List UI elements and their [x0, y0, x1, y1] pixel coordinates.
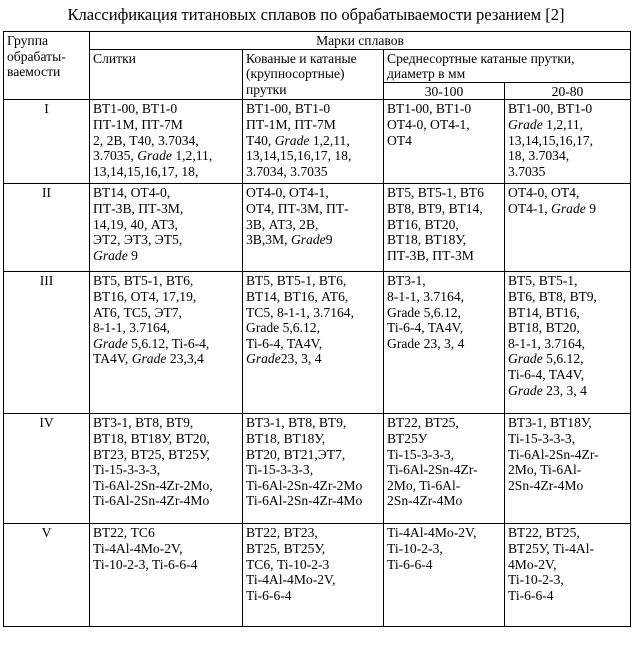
grade-cell [384, 272, 505, 414]
grade-line: ВТ14, ВТ16, АТ6, [246, 288, 349, 304]
header-group-line: обрабаты- [7, 48, 66, 64]
grade-line: Ti-6-4, TA4V, [508, 366, 585, 382]
grade-line: ВТ3-1, ВТ18У, [508, 415, 592, 431]
grade-line: Т40, Grade 1,2,11, [246, 132, 350, 148]
grade-line: 14,19, 40, АТ3, [93, 216, 178, 232]
grade-cell [505, 184, 631, 272]
grade-line: Ti-6-6-4 [387, 556, 433, 572]
grade-line: ОТ4-1, Grade 9 [508, 200, 596, 216]
grade-line: 2Mo, Ti-6Al- [387, 477, 461, 493]
grade-line: ВТ20, ВТ21,ЭТ7, [246, 446, 346, 462]
grade-line: Ti-4Al-4Mo-2V, [387, 525, 477, 541]
grade-line: Ti-15-3-3-3, [387, 446, 455, 462]
grade-line: ВТ22, ВТ25, [508, 525, 580, 541]
grade-line: ВТ1-00, ВТ1-0 [387, 101, 472, 117]
group-cell: I [4, 100, 90, 184]
header-rolled [384, 49, 631, 82]
grade-line: 3.7034, 3.7035 [246, 163, 328, 179]
grade-line: ТС5, 8-1-1, 3.7164, [246, 304, 354, 320]
grade-cell [90, 272, 243, 414]
table-row [4, 184, 631, 272]
grade-line: ВТ14, ОТ4-0, [93, 185, 171, 201]
grade-line: ВТ5, ВТ5-1, [508, 273, 578, 289]
grade-line: Ti-15-3-3-3, [508, 430, 576, 446]
grade-line: ОТ4 [387, 132, 412, 148]
grade-line: ВТ18, ВТ18У, ВТ20, [93, 430, 210, 446]
table-row [4, 100, 631, 184]
grade-line: Grade23, 3, 4 [246, 351, 322, 367]
grade-line: Ti-6Al-2Sn-4Zr-2Mo [246, 477, 363, 493]
grade-cell [505, 272, 631, 414]
grade-line: 2Mo, Ti-6Al- [508, 462, 582, 478]
table-row [4, 414, 631, 524]
grade-cell [90, 184, 243, 272]
grade-line: Grade 23, 3, 4 [387, 335, 465, 351]
grade-line: ВТ23, ВТ25, ВТ25У, [93, 446, 210, 462]
group-cell: III [4, 272, 90, 414]
grade-line: Grade 23, 3, 4 [508, 382, 587, 398]
grade-line: Ti-6Al-2Sn-4Zr- [387, 462, 478, 478]
grade-line: 8-1-1, 3.7164, [93, 320, 171, 336]
grade-line: 8-1-1, 3.7164, [508, 335, 586, 351]
grade-line: 2Sn-4Zr-4Mo [387, 493, 463, 509]
grade-line: Ti-6-6-4 [246, 587, 292, 603]
grade-line: Ti-10-2-3, [387, 540, 443, 556]
grade-line: ВТ1-00, ВТ1-0 [508, 101, 593, 117]
grade-line: ВТ1-00, ВТ1-0 [93, 101, 178, 117]
grade-line: ОТ4-0, ОТ4, [508, 185, 580, 201]
grade-line: ВТ25, ВТ25У, [246, 540, 326, 556]
grade-line: 18, 3.7034, [508, 148, 570, 164]
header-forged-line: (крупносортные) [246, 66, 345, 82]
grade-cell [90, 524, 243, 627]
grade-line: 2, 2В, Т40, 3.7034, [93, 132, 199, 148]
header-forged [243, 49, 384, 100]
grade-cell [505, 524, 631, 627]
grade-line: ПТ-3В, ПТ-3М, [93, 200, 184, 216]
grade-line: Grade 5,6.12, [508, 351, 584, 367]
grade-line: ВТ14, ВТ16, [508, 304, 580, 320]
grade-cell [384, 414, 505, 524]
grade-line: ОТ4-0, ОТ4-1, [387, 116, 470, 132]
grade-line: ВТ22, ТС6 [93, 525, 155, 541]
grade-line: ВТ5, ВТ5-1, ВТ6, [93, 273, 194, 289]
grade-cell [243, 100, 384, 184]
grade-line: ВТ3-1, ВТ8, ВТ9, [246, 415, 347, 431]
grade-line: Ti-10-2-3, [508, 572, 564, 588]
grade-line: ВТ3-1, [387, 273, 426, 289]
group-cell: V [4, 524, 90, 627]
group-cell: IV [4, 414, 90, 524]
grade-line: ВТ22, ВТ23, [246, 525, 318, 541]
grade-line: 13,14,15,16,17, [508, 132, 593, 148]
grade-cell [90, 100, 243, 184]
grade-line: Grade 1,2,11, [508, 116, 584, 132]
header-forged-line: Кованые и катаные [246, 50, 357, 66]
grade-cell [384, 184, 505, 272]
table-row [4, 524, 631, 627]
grade-line: Ti-6-4, TA4V, [387, 320, 464, 336]
table-title: Классификация титановых сплавов по обрабатываемости резанием [2] [67, 5, 565, 24]
grade-line: ВТ22, ВТ25, [387, 415, 459, 431]
grade-cell [384, 524, 505, 627]
grade-line: Ti-6-4, TA4V, [246, 335, 323, 351]
group-cell: II [4, 184, 90, 272]
grade-line: ВТ25У, Ti-4Al- [508, 540, 595, 556]
grade-line: ВТ25У [387, 430, 428, 446]
grade-cell [384, 100, 505, 184]
grade-line: Ti-6Al-2Sn-4Zr-4Mo [246, 493, 363, 509]
grade-line: ВТ5, ВТ5-1, ВТ6, [246, 273, 347, 289]
header-rolled-line: диаметр в мм [387, 66, 466, 82]
header-ingots: Слитки [90, 49, 243, 100]
grade-line: ВТ18, ВТ20, [508, 320, 580, 336]
grade-cell [505, 100, 631, 184]
grade-line: ВТ16, ОТ4, 17,19, [93, 288, 197, 304]
grade-line: Grade 5,6.12, Ti-6-4, [93, 335, 210, 351]
header-forged-line: прутки [246, 81, 287, 97]
grade-line: 3В, АТ3, 2В, [246, 216, 319, 232]
grade-line: Ti-6-6-4 [508, 587, 554, 603]
grade-line: Ti-15-3-3-3, [246, 462, 314, 478]
grade-line: ПТ-3В, ПТ-3М [387, 247, 474, 263]
grade-line: 3.7035, Grade 1,2,11, [93, 148, 213, 164]
grade-line: Ti-6Al-2Sn-4Zr-4Mo [93, 493, 210, 509]
grade-cell [243, 184, 384, 272]
header-group-line: ваемости [7, 64, 61, 80]
grade-line: Grade 5,6.12, [387, 304, 461, 320]
grade-cell [505, 414, 631, 524]
grade-cell [243, 524, 384, 627]
grade-line: ОТ4-0, ОТ4-1, [246, 185, 329, 201]
grade-line: АТ6, ТС5, ЭТ7, [93, 304, 182, 320]
header-group [4, 32, 90, 100]
header-diameter-30-100: 30-100 [384, 82, 505, 100]
grade-line: ВТ6, ВТ8, ВТ9, [508, 288, 597, 304]
grade-line: ВТ3-1, ВТ8, ВТ9, [93, 415, 194, 431]
header-diameter-20-80: 20-80 [505, 82, 631, 100]
grade-line: Ti-4Al-4Mo-2V, [93, 540, 183, 556]
grade-line: ВТ18, ВТ18У, [246, 430, 326, 446]
grade-line: ВТ5, ВТ5-1, ВТ6 [387, 185, 484, 201]
grade-line: ВТ1-00, ВТ1-0 [246, 101, 331, 117]
grade-line: Ti-10-2-3, Ti-6-6-4 [93, 556, 198, 572]
grade-line: Grade 5,6.12, [246, 320, 320, 336]
header-rolled-line: Среднесортные катаные прутки, [387, 50, 575, 66]
grade-line: ВТ16, ВТ20, [387, 216, 459, 232]
grade-line: Ti-15-3-3-3, [93, 462, 161, 478]
grade-line: ЭТ2, ЭТ3, ЭТ5, [93, 232, 183, 248]
grade-line: Grade 9 [93, 247, 138, 263]
grade-line: ОТ4, ПТ-3М, ПТ- [246, 200, 349, 216]
grade-line: ВТ8, ВТ9, ВТ14, [387, 200, 483, 216]
grade-line: TA4V, Grade 23,3,4 [93, 351, 204, 367]
grade-line: Ti-6Al-2Sn-4Zr-2Mo, [93, 477, 213, 493]
grade-line: 3В,3М, Grade9 [246, 232, 333, 248]
grade-line: 4Mo-2V, [508, 556, 557, 572]
grade-line: 2Sn-4Zr-4Mo [508, 477, 584, 493]
grade-cell [90, 414, 243, 524]
grade-line: 3.7035 [508, 163, 546, 179]
grade-line: Ti-6Al-2Sn-4Zr- [508, 446, 599, 462]
grade-line: ПТ-1М, ПТ-7М [246, 116, 336, 132]
header-grades: Марки сплавов [90, 32, 631, 50]
alloy-classification-table [3, 31, 631, 627]
grade-cell [243, 272, 384, 414]
grade-line: ВТ18, ВТ18У, [387, 232, 467, 248]
grade-line: Ti-4Al-4Mo-2V, [246, 572, 336, 588]
grade-line: 13,14,15,16,17, 18, [246, 148, 352, 164]
grade-line: 8-1-1, 3.7164, [387, 288, 465, 304]
grade-line: 13,14,15,16,17, 18, [93, 163, 199, 179]
grade-cell [243, 414, 384, 524]
header-group-line: Группа [7, 33, 48, 48]
grade-line: ПТ-1М, ПТ-7М [93, 116, 183, 132]
grade-line: ТС6, Ti-10-2-3 [246, 556, 330, 572]
table-row [4, 272, 631, 414]
